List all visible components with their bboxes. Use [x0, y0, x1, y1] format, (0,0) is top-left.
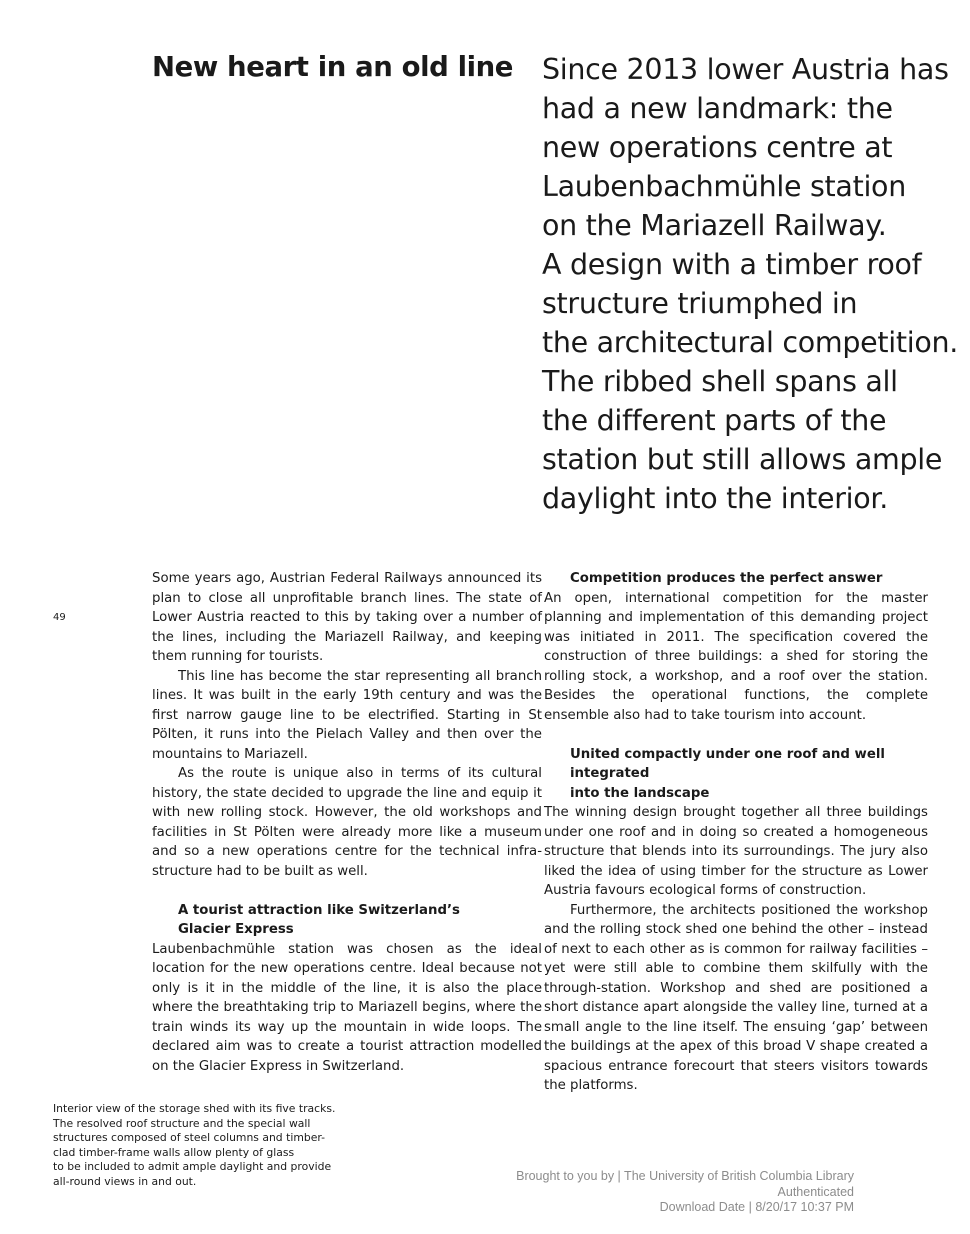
page-number: 49: [53, 612, 66, 623]
watermark-line: Download Date | 8/20/17 10:37 PM: [659, 1200, 854, 1214]
lead-line: Laubenbachmühle station: [542, 170, 906, 203]
section-heading-line: Glacier Express: [178, 922, 294, 937]
caption-line: all-round views in and out.: [53, 1174, 197, 1188]
body-paragraph: As the route is unique also in terms of its cultural history, the state decided to upgrade the line and equip it with new rolling stock. However, the old workshops and facilities in St Pölten were already more like a museum and so a new operations centre for the technical infra-structure had to be built as well.: [152, 766, 542, 879]
caption-line: clad timber-frame walls allow plenty of glass: [53, 1145, 295, 1159]
image-caption: [53, 1102, 353, 1189]
watermark-line: Authenticated: [777, 1184, 854, 1199]
body-paragraph: The winning design brought together all three buildings under one roof and in doing so created a homogeneous structure that blends into its surroundings. The jury also liked the idea of using timber for the structure as Lower Austria favours ecological forms of construction.: [544, 805, 928, 898]
lead-line: daylight into the interior.: [542, 482, 888, 515]
body-paragraph: An open, international competition for the master planning and implementation of this demanding project was initiated in 2011. The specification covered the construction of three buildings: a shed for storing the rolling stock, a workshop, and a roof over the station. Besides the operational functions, the complete ensemble also had to take tourism into account.: [544, 590, 928, 723]
body-column-right: [544, 569, 928, 1096]
article-title: New heart in an old line: [152, 51, 514, 83]
lead-line: new operations centre at: [542, 131, 893, 164]
lead-paragraph: [542, 50, 962, 518]
section-heading-line: United compactly under one roof and well integrated: [570, 746, 885, 781]
lead-line: the different parts of the: [542, 404, 887, 437]
body-paragraph: This line has become the star representing all branch lines. It was built in the early 19th century and was the first narrow gauge line to be electrified. Starting in St Pölten, it runs into the Pielach Valley and then over the mountains to Mariazell.: [152, 668, 542, 762]
caption-line: Interior view of the storage shed with its five tracks.: [53, 1102, 336, 1115]
lead-line: Since 2013 lower Austria has: [542, 53, 949, 86]
caption-line: The resolved roof structure and the special wall: [53, 1116, 311, 1130]
lead-line: A design with a timber roof: [542, 248, 922, 281]
body-column-left: [152, 569, 542, 1076]
lead-line: structure triumphed in: [542, 287, 858, 320]
lead-line: the architectural competition.: [542, 326, 959, 359]
lead-line: The ribbed shell spans all: [542, 365, 898, 398]
section-heading: Competition produces the perfect answer: [570, 571, 883, 586]
body-paragraph: Laubenbachmühle station was chosen as the ideal location for the new operations centre. Ideal because not only is it in the middle of the line, it is also the place where the breathtaking trip to Mariazell begins, where the train winds its way up the mountain in wide loops. The declared aim was to create a tourist attraction modelled on the Glacier Express in Switzerland.: [152, 941, 542, 1074]
section-heading: [152, 901, 542, 940]
lead-line: station but still allows ample: [542, 443, 943, 476]
caption-line: structures composed of steel columns and timber-: [53, 1131, 325, 1144]
download-watermark: [516, 1169, 854, 1216]
section-heading: [544, 745, 928, 804]
body-paragraph: Some years ago, Austrian Federal Railways announced its plan to close all unprofitable branch lines. The state of Lower Austria reacted to this by taking over a number of the lines, including the Mariazell Railway, and keeping them running for tourists.: [152, 571, 542, 664]
section-heading-line: into the landscape: [570, 785, 710, 801]
watermark-line: Brought to you by | The University of British Columbia Library: [516, 1169, 854, 1183]
body-paragraph: Furthermore, the architects positioned the workshop and the rolling stock shed one behind the other – instead of next to each other as is common for railway facilities – yet were still able to combine them skilfully with the through-station. Workshop and shed are positioned a short distance apart alongside the valley line, turned at a small angle to the line itself. The ensuing ‘gap’ between the buildings at the apex of this broad V shape created a spacious entrance forecourt that steers visitors towards the platforms.: [544, 902, 928, 1093]
caption-line: to be included to admit ample daylight and provide: [53, 1160, 332, 1173]
section-heading-line: A tourist attraction like Switzerland’s: [178, 902, 460, 918]
lead-line: had a new landmark: the: [542, 92, 893, 125]
lead-line: on the Mariazell Railway.: [542, 209, 887, 242]
